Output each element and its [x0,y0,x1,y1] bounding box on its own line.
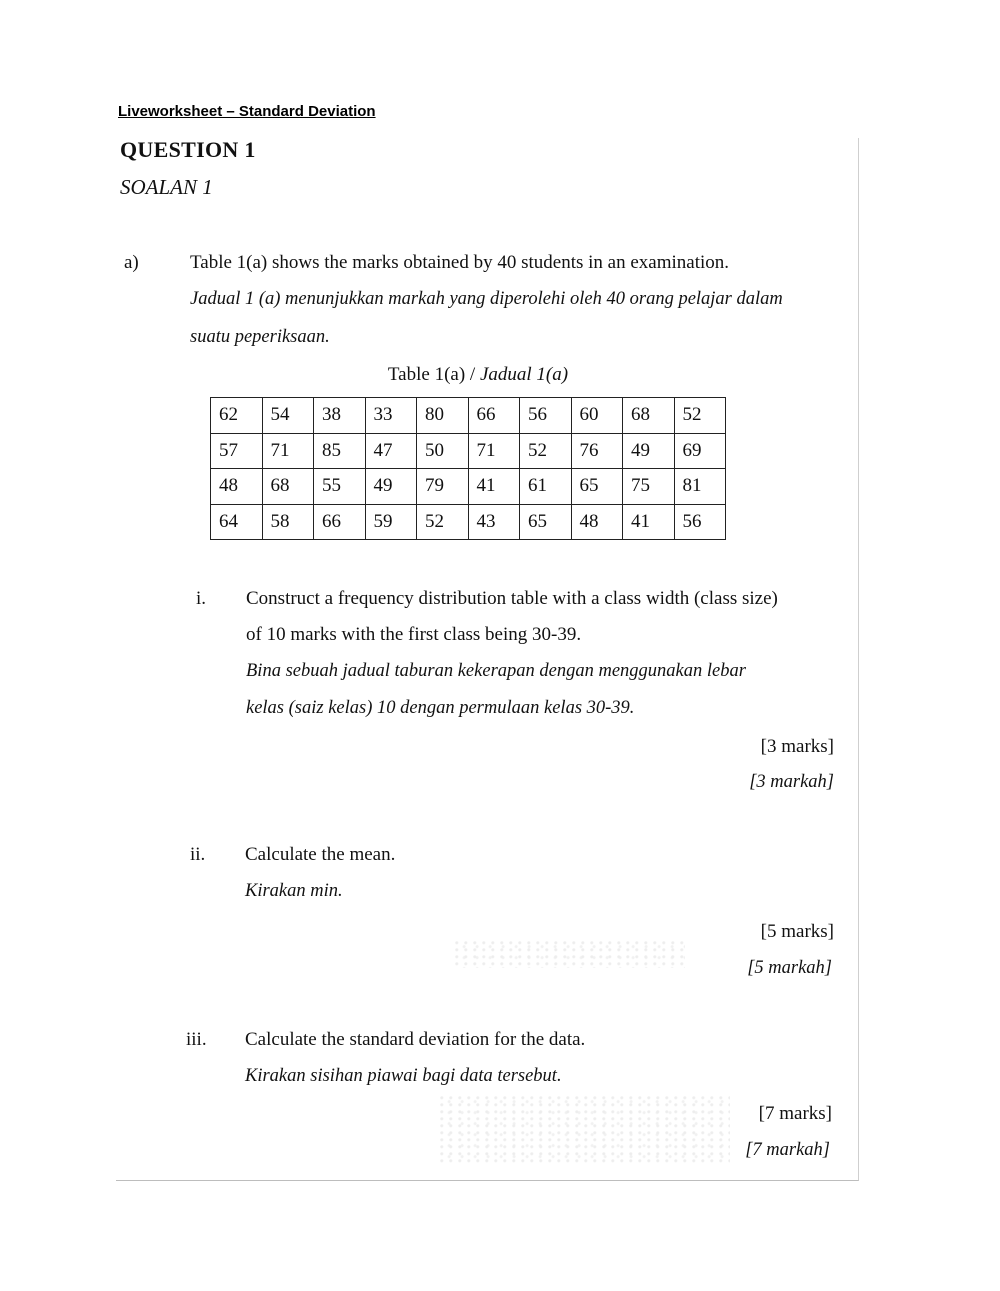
table-cell: 85 [314,433,366,469]
sub-i-my-line2: kelas (saiz kelas) 10 dengan permulaan kelas 30-39. [246,698,635,718]
table-cell: 49 [365,469,417,505]
table-cell: 64 [211,504,263,540]
table-cell: 50 [417,433,469,469]
table-cell: 75 [623,469,675,505]
sub-ii-marks-en: [5 marks] [760,921,834,942]
table-cell: 65 [520,504,572,540]
table-cell: 68 [623,398,675,434]
scan-noise [440,1095,730,1165]
table-row [211,398,726,434]
table-cell: 41 [468,469,520,505]
sub-iii-en: Calculate the standard deviation for the data. [245,1029,586,1050]
sub-i-en-line1: Construct a frequency distribution table with a class width (class size) [246,588,778,609]
table-cell: 49 [623,433,675,469]
table-cell: 58 [262,504,314,540]
table-row [211,504,726,540]
sub-i-label: i. [196,588,207,609]
table-cell: 52 [417,504,469,540]
table-cell: 80 [417,398,469,434]
table-cell: 41 [623,504,675,540]
sub-ii-label: ii. [190,844,206,865]
table-cell: 57 [211,433,263,469]
question-subtitle: SOALAN 1 [120,175,213,199]
sub-i-marks-en: [3 marks] [760,736,834,757]
table-caption-my: Jadual 1(a) [479,364,569,385]
part-a-text-my-line1: Jadual 1 (a) menunjukkan markah yang diperolehi oleh 40 orang pelajar dalam [190,289,783,309]
table-row [211,433,726,469]
table-row [211,469,726,505]
sub-iii-marks-my: [7 markah] [745,1140,830,1160]
table-cell: 60 [571,398,623,434]
table-cell: 66 [314,504,366,540]
table-cell: 76 [571,433,623,469]
table-cell: 52 [674,398,726,434]
part-a-label: a) [124,252,139,273]
table-caption [0,364,956,386]
table-cell: 38 [314,398,366,434]
table-cell: 48 [211,469,263,505]
table-cell: 52 [520,433,572,469]
table-cell: 71 [468,433,520,469]
sub-ii-en: Calculate the mean. [245,844,396,865]
marks-table [210,397,726,540]
table-cell: 59 [365,504,417,540]
table-cell: 54 [262,398,314,434]
table-cell: 61 [520,469,572,505]
table-cell: 71 [262,433,314,469]
table-caption-en: Table 1(a) / [387,364,480,385]
sub-i-my-line1: Bina sebuah jadual taburan kekerapan dengan menggunakan lebar [246,661,746,681]
scan-noise [455,940,685,968]
table-cell: 66 [468,398,520,434]
table-cell: 48 [571,504,623,540]
question-title: QUESTION 1 [120,137,256,162]
worksheet-header: Liveworksheet – Standard Deviation [118,103,376,120]
table-cell: 68 [262,469,314,505]
table-cell: 81 [674,469,726,505]
sub-ii-marks-my: [5 markah] [747,958,832,978]
table-cell: 65 [571,469,623,505]
table-cell: 43 [468,504,520,540]
part-a-text-my-line2: suatu peperiksaan. [190,327,330,347]
table-cell: 33 [365,398,417,434]
table-cell: 79 [417,469,469,505]
table-cell: 47 [365,433,417,469]
sub-i-marks-my: [3 markah] [749,772,834,792]
sub-iii-marks-en: [7 marks] [758,1103,832,1124]
part-a-text-en: Table 1(a) shows the marks obtained by 40 students in an examination. [190,252,729,273]
table-cell: 56 [674,504,726,540]
table-cell: 62 [211,398,263,434]
table-cell: 69 [674,433,726,469]
table-cell: 55 [314,469,366,505]
sub-ii-my: Kirakan min. [245,881,343,901]
sub-iii-my: Kirakan sisihan piawai bagi data tersebut. [245,1066,562,1086]
sub-iii-label: iii. [186,1029,207,1050]
table-cell: 56 [520,398,572,434]
sub-i-en-line2: of 10 marks with the first class being 30-39. [246,624,582,645]
